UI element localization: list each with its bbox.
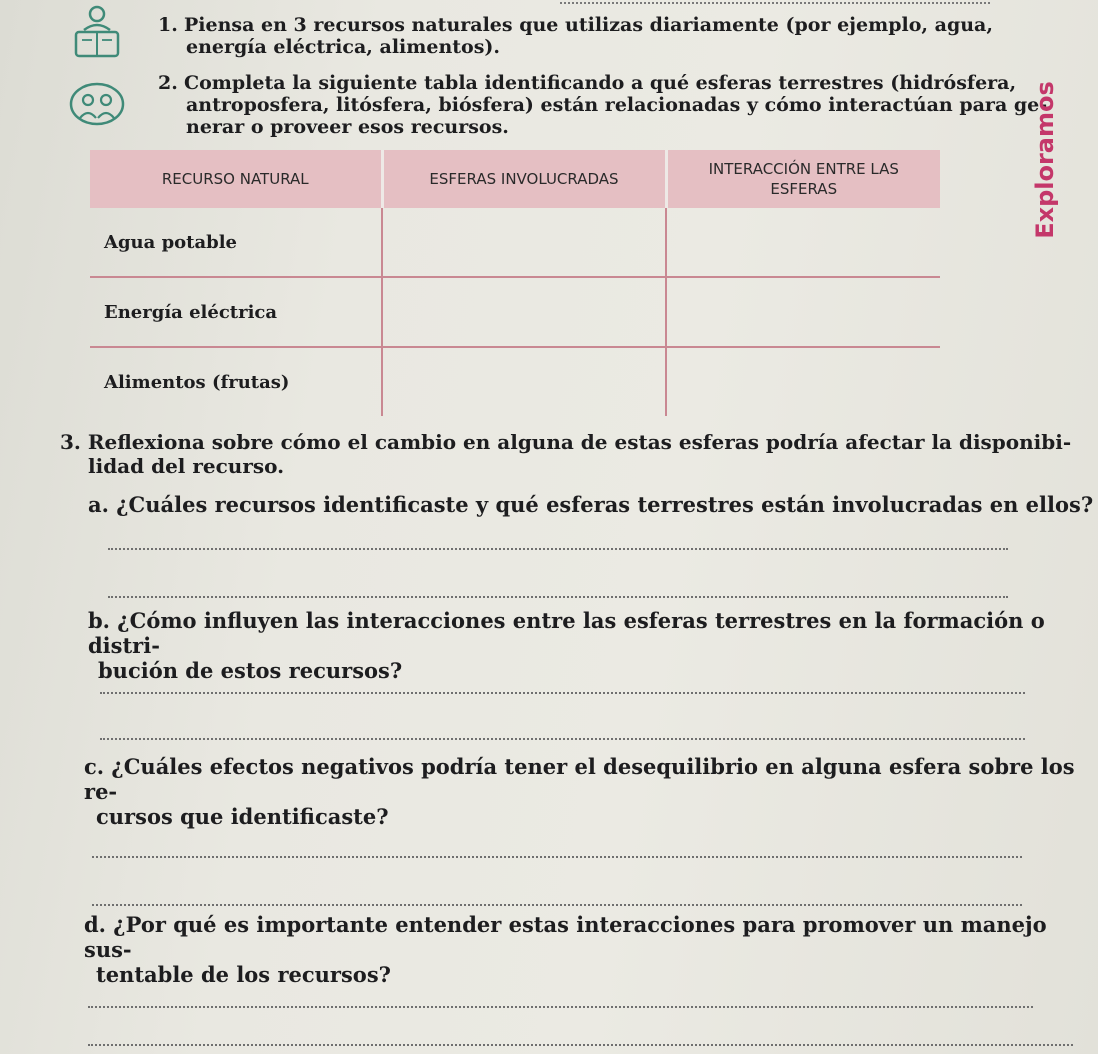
table-header-row [90, 150, 940, 208]
question-b-line2: bución de estos recursos? [98, 658, 403, 683]
question-c [84, 754, 1098, 829]
answer-line-b2[interactable] [100, 738, 1025, 740]
header-esferas-involucradas: ESFERAS INVOLUCRADAS [382, 150, 666, 208]
question-c-line2: cursos que identificaste? [96, 804, 389, 829]
header-interaccion: INTERACCIÓN ENTRE LAS ESFERAS [666, 150, 940, 208]
people-dialog-icon [66, 78, 128, 130]
table-row [90, 347, 940, 416]
answer-line-d2[interactable] [88, 1044, 1073, 1046]
cell-interaction-input[interactable] [666, 208, 940, 277]
cell-resource: Alimentos (frutas) [90, 347, 382, 416]
answer-line-c2[interactable] [92, 904, 1022, 906]
instruction-2-number: 2. [158, 72, 178, 94]
side-section-label [1000, 80, 1090, 240]
question-a [88, 492, 1093, 517]
side-label-text: Exploramos [1031, 81, 1059, 239]
instruction-2-line2: antroposfera, litósfera, biósfera) están relacionadas y cómo interactúan para ge- [186, 94, 1048, 116]
cell-interaction-input[interactable] [666, 277, 940, 347]
instruction-2-line3: nerar o proveer esos recursos. [186, 116, 509, 138]
question-c-line1: c. ¿Cuáles efectos negativos podría tener el desequilibrio en alguna esfera sobre los re- [84, 754, 1075, 804]
answer-line-a1[interactable] [108, 548, 1008, 550]
cell-interaction-input[interactable] [666, 347, 940, 416]
question-b-line1: b. ¿Cómo influyen las interacciones entre las esferas terrestres en la formación o distri- [88, 608, 1045, 658]
instruction-1-line1: Piensa en 3 recursos naturales que utilizas diariamente (por ejemplo, agua, [184, 14, 993, 36]
header-recurso-natural: RECURSO NATURAL [90, 150, 382, 208]
instruction-1 [158, 14, 993, 58]
cell-spheres-input[interactable] [382, 277, 666, 347]
cell-spheres-input[interactable] [382, 347, 666, 416]
instruction-3-line2: lidad del recurso. [88, 454, 285, 478]
answer-line-c1[interactable] [92, 856, 1022, 858]
table-row [90, 208, 940, 277]
answer-line-b1[interactable] [100, 692, 1025, 694]
question-d-line2: tentable de los recursos? [96, 962, 391, 987]
instruction-2-line1: Completa la siguiente tabla identificando a qué esferas terrestres (hidrósfera, [184, 72, 1017, 94]
instruction-1-line2: energía eléctrica, alimentos). [186, 36, 501, 58]
cell-spheres-input[interactable] [382, 208, 666, 277]
table-row [90, 277, 940, 347]
question-a-line1: a. ¿Cuáles recursos identificaste y qué esferas terrestres están involucradas en ellos? [88, 492, 1094, 517]
cell-resource: Agua potable [90, 208, 382, 277]
instruction-1-number: 1. [158, 14, 178, 36]
question-d-line1: d. ¿Por qué es importante entender estas interacciones para promover un manejo sus- [84, 912, 1047, 962]
question-b [88, 608, 1098, 683]
answer-line-a2[interactable] [108, 596, 1008, 598]
resources-table [90, 150, 940, 416]
instruction-2 [158, 72, 1047, 138]
question-d [84, 912, 1098, 987]
answer-line-d1[interactable] [88, 1006, 1033, 1008]
notebook-person-icon [70, 4, 124, 60]
instruction-3 [60, 430, 1071, 478]
cell-resource: Energía eléctrica [90, 277, 382, 347]
instruction-3-line1: 3. Reflexiona sobre cómo el cambio en alguna de estas esferas podría afectar la disponibi- [60, 430, 1072, 454]
top-dotted-rule [560, 2, 990, 4]
